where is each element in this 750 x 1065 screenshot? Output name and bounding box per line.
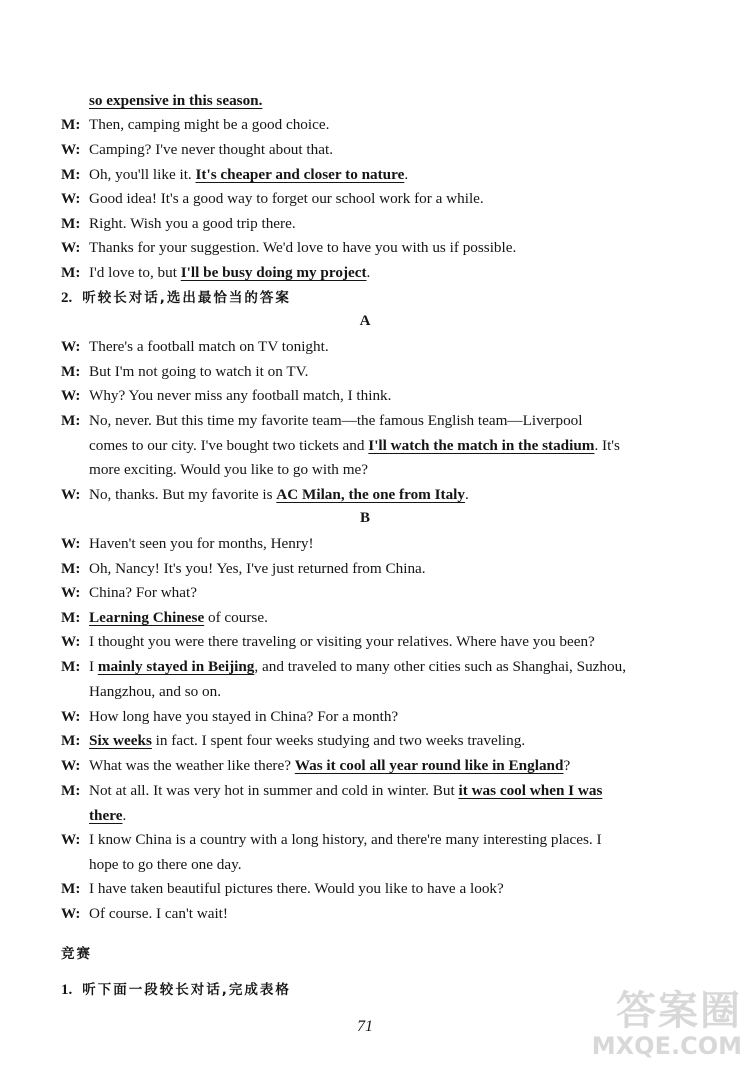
- dialogue-text: But I'm not going to watch it on TV.: [89, 363, 309, 380]
- page-number: 71: [357, 1018, 373, 1035]
- dialogue-text: Of course. I can't wait!: [89, 905, 228, 922]
- dialogue-text: I know China is a country with a long history, and there're many interesting places. I: [89, 831, 602, 848]
- dialogue-line: [61, 830, 680, 850]
- dialogue-text: ?: [563, 757, 571, 774]
- speaker-label: M:: [61, 116, 81, 133]
- dialogue-line: [61, 608, 680, 628]
- dialogue-text: .: [404, 166, 409, 183]
- dialogue-line: [61, 140, 680, 160]
- dialogue-line: [61, 756, 680, 776]
- watermark-line-2: MXQE.COM: [591, 1032, 742, 1060]
- speaker-label: W:: [61, 633, 81, 650]
- speaker-label: M:: [61, 363, 81, 380]
- speaker-label: M:: [61, 215, 81, 232]
- heading-text: 竞赛: [61, 946, 92, 962]
- watermark-line-1: 答案圈: [616, 988, 742, 1034]
- dialogue-text: comes to our city. I've bought two tickets and: [89, 437, 369, 454]
- speaker-label: W:: [61, 141, 81, 158]
- dialogue-text: China? For what?: [89, 584, 197, 601]
- dialogue-text: Right. Wish you a good trip there.: [89, 215, 296, 232]
- speaker-label: W:: [61, 708, 81, 725]
- dialogue-line: [61, 485, 680, 505]
- dialogue-text: , and traveled to many other cities such as Shanghai, Suzhou,: [254, 658, 626, 675]
- dialogue-line: [61, 189, 680, 209]
- speaker-label: W:: [61, 584, 81, 601]
- answer-text: I'll be busy doing my project: [180, 264, 367, 281]
- dialogue-line: [61, 534, 680, 554]
- dialogue-text: Oh, Nancy! It's you! Yes, I've just returned from China.: [89, 560, 426, 577]
- speaker-label: W:: [61, 190, 81, 207]
- speaker-label: W:: [61, 757, 81, 774]
- speaker-label: M:: [61, 412, 81, 429]
- answer-text: there: [89, 807, 123, 824]
- question-heading: [61, 944, 680, 964]
- heading-text: 听较长对话,选出最恰当的答案: [82, 290, 291, 306]
- speaker-label: M:: [61, 658, 81, 675]
- speaker-label: M:: [61, 264, 81, 281]
- dialogue-text: Hangzhou, and so on.: [89, 683, 222, 700]
- dialogue-line: [89, 91, 680, 111]
- dialogue-line: [61, 263, 680, 283]
- answer-text: it was cool when I was: [458, 782, 603, 799]
- dialogue-line: [61, 411, 680, 431]
- heading-number: 2.: [61, 290, 73, 306]
- dialogue-text: What was the weather like there?: [89, 757, 295, 774]
- speaker-label: M:: [61, 609, 81, 626]
- dialogue-text: There's a football match on TV tonight.: [89, 338, 329, 355]
- dialogue-text: No, thanks. But my favorite is: [89, 486, 277, 503]
- answer-text: so expensive in this season.: [89, 92, 263, 109]
- dialogue-text: I thought you were there traveling or visiting your relatives. Where have you been?: [89, 633, 595, 650]
- dialogue-text: .: [122, 807, 127, 824]
- answer-text: I'll watch the match in the stadium: [368, 437, 595, 454]
- dialogue-text: Thanks for your suggestion. We'd love to have you with us if possible.: [89, 239, 517, 256]
- dialogue-line: [61, 214, 680, 234]
- dialogue-text: hope to go there one day.: [89, 856, 242, 873]
- dialogue-line: [61, 238, 680, 258]
- dialogue-line: [61, 632, 680, 652]
- answer-text: Six weeks: [89, 732, 152, 749]
- dialogue-text: Oh, you'll like it.: [89, 166, 196, 183]
- dialogue-line: [61, 362, 680, 382]
- dialogue-line: [89, 806, 680, 826]
- speaker-label: M:: [61, 560, 81, 577]
- section-label: A: [359, 313, 371, 329]
- question-heading: [61, 980, 680, 1000]
- answer-text: mainly stayed in Beijing: [97, 658, 255, 675]
- dialogue-text: Not at all. It was very hot in summer and cold in winter. But: [89, 782, 459, 799]
- dialogue-line: [61, 781, 680, 801]
- speaker-label: W:: [61, 387, 81, 404]
- dialogue-text: Good idea! It's a good way to forget our school work for a while.: [89, 190, 484, 207]
- dialogue-line: [61, 731, 680, 751]
- speaker-label: M:: [61, 166, 81, 183]
- speaker-label: M:: [61, 732, 81, 749]
- dialogue-line: [89, 460, 680, 480]
- section-label: B: [359, 510, 370, 526]
- dialogue-text: I'd love to, but: [89, 264, 181, 281]
- dialogue-text: . It's: [594, 437, 620, 454]
- speaker-label: W:: [61, 905, 81, 922]
- dialogue-line: [61, 386, 680, 406]
- dialogue-line: [89, 682, 680, 702]
- dialogue-text: Haven't seen you for months, Henry!: [89, 535, 314, 552]
- question-heading: [61, 288, 680, 308]
- answer-text: It's cheaper and closer to nature: [195, 166, 405, 183]
- dialogue-text: I: [89, 658, 98, 675]
- dialogue-text: No, never. But this time my favorite team—the famous English team—Liverpool: [89, 412, 583, 429]
- speaker-label: M:: [61, 782, 81, 799]
- heading-number: 1.: [61, 982, 73, 998]
- dialogue-line: [89, 436, 680, 456]
- dialogue-line: [61, 879, 680, 899]
- dialogue-text: Why? You never miss any football match, I think.: [89, 387, 392, 404]
- dialogue-line: [89, 855, 680, 875]
- speaker-label: W:: [61, 831, 81, 848]
- dialogue-line: [61, 559, 680, 579]
- dialogue-text: more exciting. Would you like to go with me?: [89, 461, 368, 478]
- heading-text: 听下面一段较长对话,完成表格: [82, 982, 291, 998]
- dialogue-text: I have taken beautiful pictures there. Would you like to have a look?: [89, 880, 504, 897]
- answer-text: AC Milan, the one from Italy: [276, 486, 465, 503]
- dialogue-line: [61, 337, 680, 357]
- dialogue-text: of course.: [204, 609, 268, 626]
- answer-text: Learning Chinese: [89, 609, 205, 626]
- dialogue-line: [61, 707, 680, 727]
- dialogue-line: [61, 583, 680, 603]
- dialogue-text: .: [465, 486, 469, 503]
- speaker-label: W:: [61, 535, 81, 552]
- dialogue-text: Then, camping might be a good choice.: [89, 116, 330, 133]
- watermark-logo: [592, 989, 742, 1059]
- dialogue-line: [61, 165, 680, 185]
- dialogue-line: [61, 904, 680, 924]
- answer-text: Was it cool all year round like in England: [294, 757, 564, 774]
- dialogue-text: in fact. I spent four weeks studying and two weeks traveling.: [151, 732, 526, 749]
- speaker-label: W:: [61, 239, 81, 256]
- speaker-label: W:: [61, 338, 81, 355]
- speaker-label: M:: [61, 880, 81, 897]
- dialogue-line: [61, 657, 680, 677]
- dialogue-text: Camping? I've never thought about that.: [89, 141, 333, 158]
- speaker-label: W:: [61, 486, 81, 503]
- dialogue-text: .: [366, 264, 371, 281]
- dialogue-text: How long have you stayed in China? For a month?: [89, 708, 399, 725]
- dialogue-line: [61, 115, 680, 135]
